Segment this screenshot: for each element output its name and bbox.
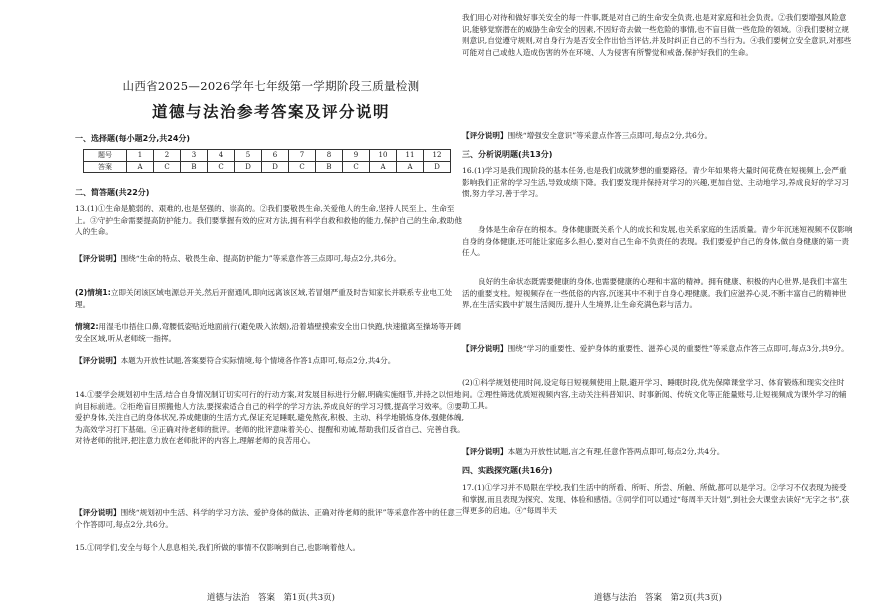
scoring-note-text: 围绕“学习的重要性、爱护身体的重要性、滋养心灵的重要性”等采意点作答三点即可,每点3分,共9分。 [507,344,849,353]
table-cell: D [235,161,262,173]
table-row-label: 答案 [84,161,127,173]
document-title: 道德与法治参考答案及评分说明 [151,103,390,121]
table-cell: A [397,161,424,173]
scoring-note-tag: 【评分说明】 [75,356,121,365]
answer-table [83,149,451,173]
table-cell: 2 [154,150,181,162]
scoring-note-text: 围绕“规划初中生活、科学的学习方法、爱护身体的做法、正确对待老师的批评”等采意作答中的任意三个作答即可,每点2分,共6分。 [75,508,463,529]
q17-part1-answer: 17.(1)①学习并不局限在学校,我们生活中的所看、所听、所尝、所触、所做,都可以是学习。②学习不仅表现为接受和掌握,而且表现为探究、发现、体验和感悟。③同学们可以通过“每周半天计划”,到社会大课堂去读好“无字之书”,获得更多的启迪。④“每周半天 [462,483,850,515]
q13-scoring-note [75,253,467,265]
section-analysis-heading: 三、分析说明题(共13分) [462,150,553,159]
table-cell: B [316,161,343,173]
table-cell: 9 [343,150,370,162]
table-cell: C [343,161,370,173]
scoring-note-text: 围绕“生命的特点、敬畏生命、提高防护能力”等采意作答三点即可,每点2分,共6分。 [120,254,402,263]
table-cell: A [127,161,154,173]
table-cell: D [424,161,451,173]
table-cell: C [208,161,235,173]
table-row-answers [84,161,451,173]
section-short-answer-heading: 二、简答题(共22分) [75,188,150,197]
q16-scoring-note-2 [462,446,854,458]
situation-text: 用湿毛巾捂住口鼻,弯腰低姿贴近地面前行(避免吸入浓烟),沿着墙壁摸索安全出口快跑,快速撤离至操场等开阔安全区域,听从老师统一指挥。 [75,322,461,343]
table-cell: 6 [262,150,289,162]
q13-part2-situation1 [75,287,467,310]
table-cell: D [262,161,289,173]
situation-label: 情境2: [75,322,99,331]
q14-scoring-note [75,507,467,530]
scoring-note-tag: 【评分说明】 [75,508,121,517]
answer-page-1 [75,0,467,615]
scoring-note-tag: 【评分说明】 [462,344,508,353]
scoring-note-tag: 【评分说明】 [462,131,508,140]
q13-part2-situation2 [75,321,467,344]
table-cell: 4 [208,150,235,162]
scoring-note-text: 本题为开放性试题,答案要符合实际情境,每个情境各作答1点即可,每点2分,共4分。 [120,356,396,365]
scoring-note-text: 围绕“增强安全意识”等采意点作答三点即可,每点2分,共6分。 [507,131,713,140]
situation-label: (2)情境1: [75,288,111,297]
answer-page-2 [462,0,854,615]
exam-title: 山西省2025—2026学年七年级第一学期阶段三质量检测 [122,79,420,93]
table-cell: 7 [289,150,316,162]
table-cell: 3 [181,150,208,162]
table-cell: 10 [370,150,397,162]
table-cell: 8 [316,150,343,162]
table-cell: A [370,161,397,173]
scoring-note-text: 本题为开放性试题,言之有理,任意作答两点即可,每点2分,共4分。 [507,447,725,456]
q15-answer-continued: 我们用心对待和做好事关安全的每一件事,既是对自己的生命安全负责,也是对家庭和社会负责。②我们要增强风险意识,能够觉察潜在的威胁生命安全的因素,不因好奇去做一些危险的事情,也不盲目做一些危险的领域。③我们要树立规则意识,自觉遵守规则,对自身行为是否安全作出恰当评估,并及时纠正自己的不当行为。④我们要树立安全意识,对那些可能对自己或他人造成伤害的外在环境、人为侵害有所警觉和戒备,保护好我们的生命。 [462,13,852,57]
q16-part1-answer: 16.(1)学习是我们现阶段的基本任务,也是我们成就梦想的重要路径。青少年如果将大量时间花费在短视频上,会严重影响我们正常的学习生活,导致成绩下降。我们要发现并保持对学习的兴趣,更加自觉、主动地学习,养成良好的学习习惯,努力学习,善于学习。 [462,166,849,198]
q14-answer: 14.①要学会规划初中生活,结合自身情况制订切实可行的行动方案,对发展目标进行分解,明确实施细节,并持之以恒地向目标前进。②拒绝盲目照搬他人方法,要探索适合自己的科学的学习方法,养成良好的学习习惯,提高学习效率。③要爱护身体,关注自己的身体状况,养成健康的生活方式,保证充足睡眠,避免熬夜,积极、主动、科学地锻炼身体,强健体魄,为高效学习打下基础。④正确对待老师的批评。老师的批评意味着关心、提醒和劝诫,帮助我们反省自己、完善自我。对待老师的批评,把注意力放在老师批评的内容上,理解老师的良苦用心。 [75,390,465,445]
page-footer: 道德与法治 答案 第2页(共3页) [594,593,722,603]
table-cell: 5 [235,150,262,162]
q13-scoring-note-2 [75,355,467,367]
situation-text: 立即关闭该区域电源总开关,然后开窗通风,即向远离该区域,若冒烟严重及时告知家长并联系专业电工处理。 [75,288,453,309]
q16-part2-answer: (2)①科学规划使用时间,设定每日短视频使用上限,避开学习、睡眠时段,优先保障课堂学习、体育锻炼和现实交往时间。②理性筛选优质短视频内容,主动关注科普知识、时事新闻、传统文化等正能量账号,让短视频成为课外学习的辅助工具。 [462,378,847,410]
table-row-numbers [84,150,451,162]
table-cell: 11 [397,150,424,162]
table-row-label: 题号 [84,150,127,162]
table-cell: C [289,161,316,173]
section-practice-heading: 四、实践探究题(共16分) [462,466,553,475]
q13-part1-answer: 13.(1)①生命是脆弱的、艰难的,也是坚强的、崇高的。②我们要敬畏生命,关爱他人的生命,坚持人民至上、生命至上。③守护生命需要提高防护能力。我们要掌握有效的应对方法,拥有科学自救和救他的能力,保护自己的生命,救助他人的生命。 [75,204,462,236]
q15-scoring-note [462,130,854,142]
table-cell: 1 [127,150,154,162]
scoring-note-tag: 【评分说明】 [462,447,508,456]
q16-part1-paragraph2: 身体是生命存在的根本。身体健康既关系个人的成长和发展,也关系家庭的生活质量。青少年沉迷短视频不仅影响自身的身体健康,还可能让家庭多么担心,要对自己生命不负责任的表现。我们要爱护自己的身体,做自身健康的第一责任人。 [462,225,853,257]
q16-part1-paragraph3: 良好的生命状态既需要健康的身体,也需要健康的心理和丰富的精神。拥有健康、积极的内心世界,是我们丰富生活的重要支柱。短视频存在一些低俗的内容,沉迷其中不利于自身心理健康。我们应滋养心灵,不断丰富自己的精神世界,在生活实践中扩展生活阅历,提升人生境界,让生命充满色彩与活力。 [462,277,848,309]
page-footer: 道德与法治 答案 第1页(共3页) [207,593,335,603]
q15-answer-start: 15.①同学们,安全与每个人息息相关,我们所做的事情不仅影响到自己,也影响着他人。 [75,543,361,552]
table-cell: C [154,161,181,173]
table-cell: 12 [424,150,451,162]
table-cell: B [181,161,208,173]
section-choice-heading: 一、选择题(每小题2分,共24分) [75,134,191,143]
scoring-note-tag: 【评分说明】 [75,254,121,263]
q16-scoring-note [462,343,854,355]
